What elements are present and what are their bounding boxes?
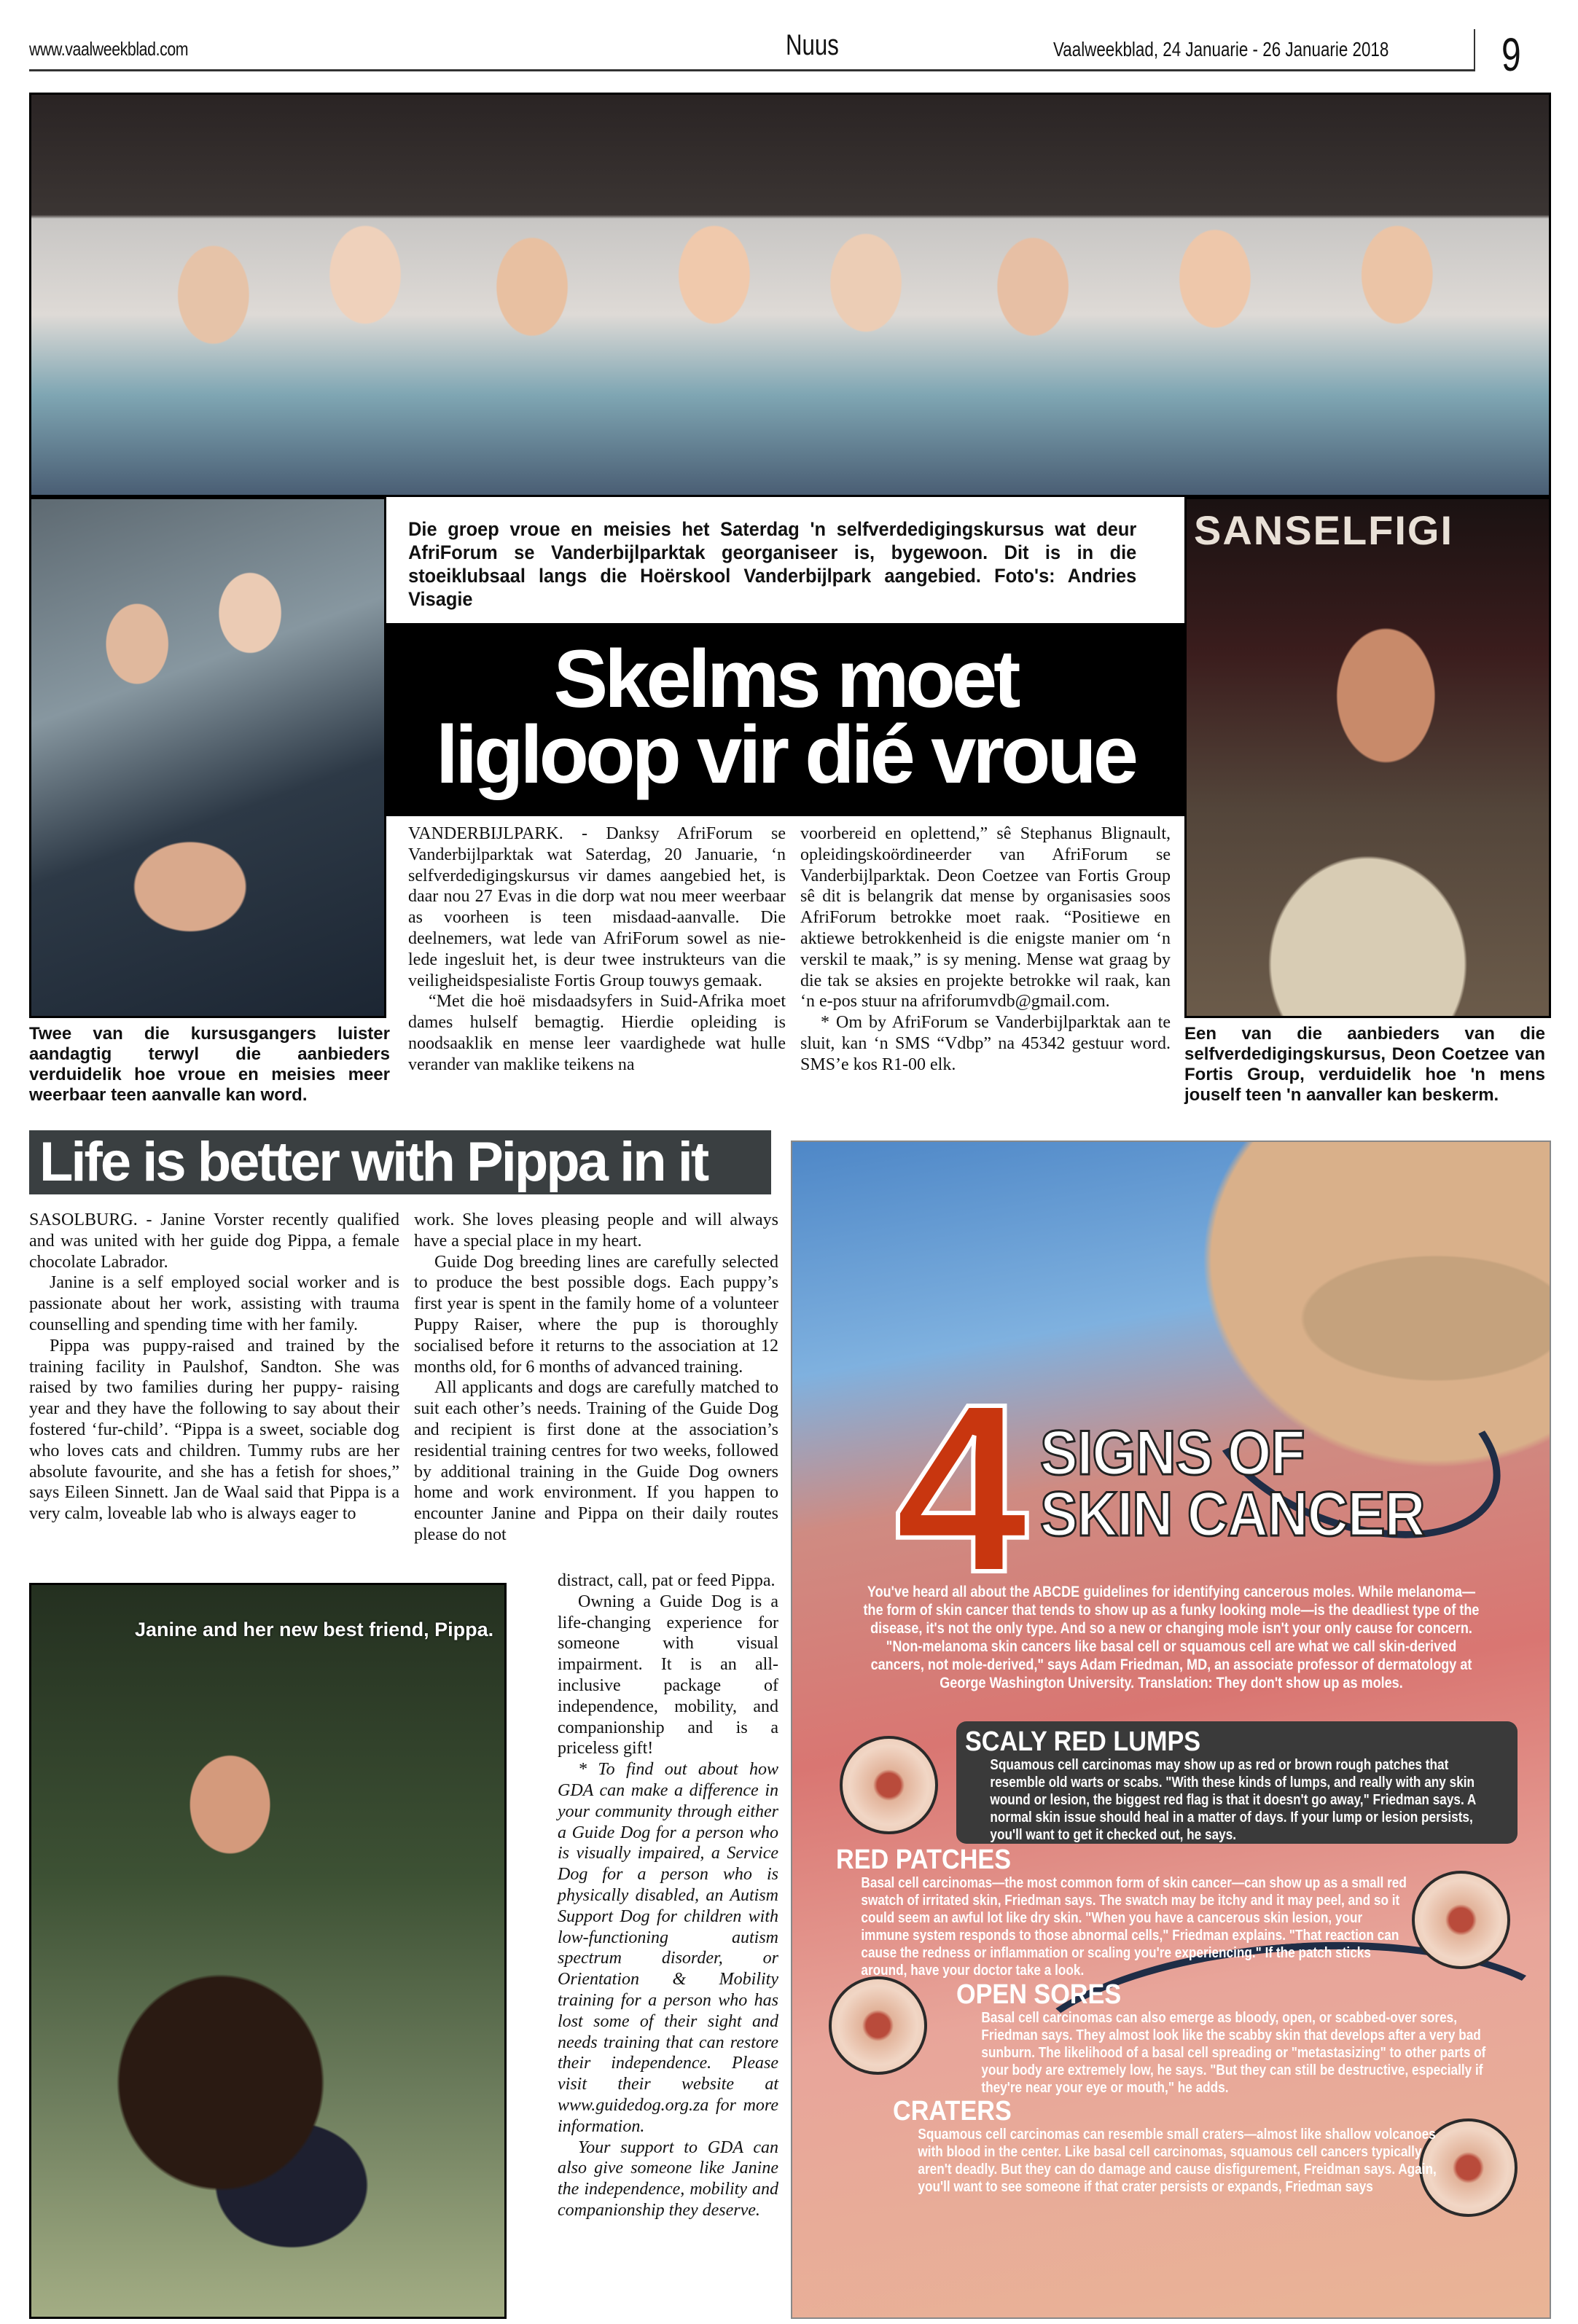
skin-cancer-advert [791,1141,1551,2319]
paragraph: “Met die hoë misdaadsyfers in Suid-Afrika moet dames hulself bemagtig. Hierdie opleiding is noodsaaklik en mense leer vaardighede wat hulle verander van maklike teikens na [408,992,786,1074]
banner-sign-text: SANSELFIGI [1194,507,1454,553]
headline-line-1: Skelms moet [553,633,1018,724]
section-open-sores [956,1980,1496,2097]
paragraph: Janine is a self employed social worker and is passionate about her work, assisting with trauma counselling and spending time with her family. [29,1273,399,1334]
group-photo [29,93,1551,497]
girls-photo [29,497,386,1018]
instructor-photo-caption: Een van die aanbieders van die selfverdedigingskursus, Deon Coetzee van Fortis Group, verduidelik hoe 'n mens jouself teen 'n aanvaller kan beskerm. [1184,1024,1545,1105]
paragraph: Pippa was puppy-raised and trained by the training facility in Paulshof, Sandton. She was raised by two families during her puppy- raising year and they have the following to say about their fostered ‘fur-child’. “Pippa is a sweet, sociable dog who loves cats and children. Tummy rubs are her absolute favourite, and she has a fetish for shoes,” says Eileen Sinnett. Jan de Waal said that Pippa is a very calm, loveable lab who is always eager to [29,1336,399,1524]
article-column-2 [800,823,1171,1076]
dog-photo-caption: Janine and her new best friend, Pippa. [135,1619,494,1640]
advert-intro: You've heard all about the ABCDE guidelines for identifying cancerous moles. While melanoma—the form of skin cancer that tends to show up as a funky looking mole—is the deadliest type of the disease, it's not the only type. And so a new or changing mole isn't your only cause for concern. "Non-melanoma skin cancers like basal cell or squamous cell are what we call skin-derived cancers, not mole-derived," says Adam Friedman, MD, an associate professor of dermatology at George Washington University. Translation: They don't show up as moles. [863,1584,1480,1691]
paragraph-italic: Your support to GDA can also give someone like Janine the independence, mobility and companionship they deserve. [558,2137,778,2220]
paragraph: * Om by AfriForum se Vanderbijlparktak aan te sluit, kan ‘n SMS “Vdbp” na 45342 gestuur word. SMS’e kos R1-00 elk. [800,1013,1171,1074]
header-divider [29,69,1474,71]
section-title: CRATERS [893,2096,1012,2127]
section-text: Squamous cell carcinomas may show up as red or brown rough patches that resemble old warts or scabs. "With these kinds of lumps, and really with any skin wound or lesion, the biggest red flag is that it doesn't go away," Friedman says. A normal skin issue should heal in a matter of days. If your lump or lesion persists, you'll want to get it checked out, he says. [990,1757,1476,1843]
section-text: Basal cell carcinomas—the most common form of skin cancer—can show up as a small red swatch of irritated skin, Friedman says. The swatch may be itchy and it may peel, and so it could seem an awful lot like dry skin. "When you have a cancerous skin lesion, your immune system responds to those abnormal cells," Friedman explains. "That reaction can cause the redness or inflammation or scaling you're experiencing." If the patch sticks around, have your doctor take a look. [861,1875,1407,1979]
publication-date: Vaalweekblad, 24 Januarie - 26 Januarie 2018 [1053,38,1389,60]
pippa-column-2 [414,1210,778,1546]
article-column-1 [408,823,786,1076]
section-title: RED PATCHES [836,1844,1012,1875]
advert-title-line-1: SIGNS OF [1040,1418,1305,1488]
skin-lesion-thumbnail [840,1736,938,1834]
advert-title-line-2: SKIN CANCER [1040,1479,1425,1549]
section-title: SCALY RED LUMPS [965,1726,1201,1757]
pippa-column-1 [29,1210,399,1525]
website-url[interactable]: www.vaalweekblad.com [29,38,189,60]
group-photo-caption: Die groep vroue en meisies het Saterdag 'n selfverdedigingskursus wat deur AfriForum se Vanderbijlparktak georganiseer is, bygewoon. Dit is in die stoeiklubsaal langs die Hoërskool Vanderbijlpark aangebied. Foto's: Andries Visagie [408,518,1137,610]
header-vertical-divider [1474,29,1475,71]
paragraph: voorbereid en oplettend,” sê Stephanus Blignault, opleidingskoördineerder van AfriForum se Vanderbijlparktak. Deon Coetzee van Fortis Group sê dit is belangrik dat mense by organisasies soos AfriForum betrokke moet raak. “Positiewe en aktiewe betrokkenheid is die enigste manier om ‘n verskil te maak,” is sy mening. Mense wat graag by die tak se aksies en projekte betrokke wil raak, kan ‘n e-pos stuur na afriforumvdb@gmail.com. [800,824,1171,1012]
instructor-photo [1184,497,1551,1018]
section-text: Squamous cell carcinomas can resemble small craters—almost like shallow volcanoes with blood in the center. Like basal cell carcinomas, squamous cell cancers typically aren't deadly. But they can do damage and cause disfigurement, Freidman says. Again, you'll want to see someone if that crater persists or expands, Friedman says [918,2127,1437,2195]
paragraph: distract, call, pat or feed Pippa. [558,1571,776,1590]
pippa-column-3 [558,1570,778,2221]
paragraph: work. She loves pleasing people and will always have a special place in my heart. [414,1210,778,1251]
advert-title [1040,1418,1425,1549]
girls-photo-caption: Twee van die kursusgangers luister aandagtig terwyl die aanbieders verduidelik hoe vroue en meisies meer weerbaar teen aanvalle kan word. [29,1024,390,1105]
paragraph-italic: * To find out about how GDA can make a difference in your community through either a Guide Dog for a person who is visually impaired, a Service Dog for a person who is physically disabled, an Autism Support Dog for children with low-functioning autism spectrum disorder, or Orientation & Mobility training for a person who has lost some of their sight and needs training that can restore their independence. Please visit their website at www.guidedog.org.za for more information. [558,1760,778,2136]
paragraph: Owning a Guide Dog is a life-changing experience for someone with visual impairment. It is an all-inclusive package of independence, mobility, and companionship and is a priceless gift! [558,1592,778,1758]
headline-box [386,623,1184,816]
headline-line-2: ligloop vir dié vroue [435,709,1136,800]
paragraph: Guide Dog breeding lines are carefully selected to produce the best possible dogs. Each puppy’s first year is spent in the family home of a volunteer Puppy Raiser, where the pup is thoroughly socialised before it returns to the association at 12 months old, for 6 months of advanced training. [414,1252,778,1377]
pippa-headline: Life is better with Pippa in it [39,1131,708,1193]
pippa-headline-bar [29,1130,771,1194]
paragraph: SASOLBURG. - Janine Vorster recently qualified and was united with her guide dog Pippa, a female chocolate Labrador. [29,1210,399,1272]
section-title: Nuus [786,29,839,61]
number-four: 4 [894,1353,1028,1622]
paragraph: All applicants and dogs are carefully matched to suit each other’s needs. Training of the Guide Dog and recipient is first done at the association’s residential training centres for two weeks, followed by additional training in the Guide Dog owners home and work environment. If you happen to encounter Janine and Pippa on their daily routes please do not [414,1378,778,1544]
skin-lesion-thumbnail [1412,1871,1510,1969]
skin-lesion-thumbnail [829,1976,927,2075]
section-scaly-red-lumps [956,1721,1518,1844]
page-number: 9 [1501,28,1521,81]
section-craters [893,2097,1447,2196]
section-title: OPEN SORES [956,1979,1122,2010]
paragraph: VANDERBIJLPARK. - Danksy AfriForum se Vanderbijlparktak wat Saterdag, 20 Januarie, ‘n selfverdedigingskursus vir dames aangebied het, is daar nou 27 Evas in die dorp wat nou meer weerbaar as voorheen is teen misdaad-aanvalle. Die deelnemers, wat lede van AfriForum sowel as nie-lede ingesluit het, is deur twee instrukteurs van die veiligheidspesialiste Fortis Group touwys gemaak. [408,824,786,990]
headline [386,623,1184,800]
section-text: Basal cell carcinomas can also emerge as bloody, open, or scabbed-over sores, Friedman says. They almost look like the scabby skin that develops after a very bad sunburn. The likelihood of a basal cell spreading or "metastasizing" to other parts of your body are extremely low, he says. "But they can still be destructive, especially if they're near your eye or mouth," he adds. [981,2010,1486,2096]
janine-and-pippa-photo [29,1583,507,2319]
section-red-patches [836,1845,1419,1979]
